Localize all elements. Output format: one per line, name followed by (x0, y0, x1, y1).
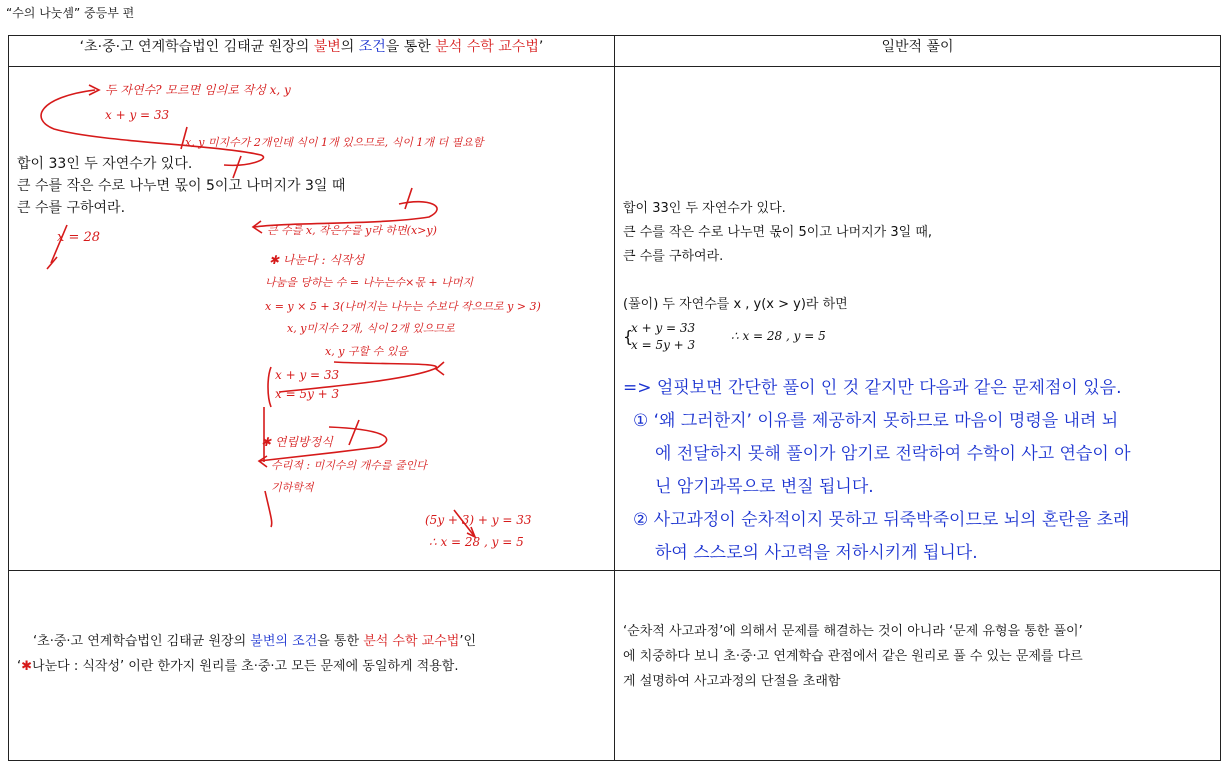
summary-text: 을 통한 (317, 634, 364, 649)
right-summary-line: 게 설명하여 사고과정의 단절을 초래함 (623, 674, 841, 689)
annotation-substitution: (5y + 3) + y = 33 (425, 513, 532, 527)
summary-text: ‘ (17, 659, 22, 674)
comparison-table (8, 35, 1221, 761)
annotation-system-eq1: x + y = 33 (275, 368, 340, 382)
annotation-two-eqs: x, y미지수 2개, 식이 2개 있으므로 (287, 322, 455, 335)
left-summary-line1 (33, 629, 476, 654)
solution-row (9, 67, 1221, 571)
header-left-text: 을 통한 (385, 39, 436, 55)
right-problem-line: 큰 수를 구하여라. (623, 249, 724, 264)
critique-intro: => 얼핏보면 간단한 풀이 인 것 같지만 다음과 같은 문제점이 있음. (623, 378, 1122, 398)
summary-text: 나눈다 : 식작성’ 이란 한가지 원리를 초·중·고 모든 문제에 동일하게 적용함. (32, 659, 459, 674)
system-eq2: x = 5y + 3 (631, 338, 696, 352)
star-icon: ✱ (21, 659, 33, 674)
critique-line: ① ‘왜 그러한지’ 이유를 제공하지 못하므로 마음이 명령을 내려 뇌 (633, 411, 1119, 431)
keyword-condition: 조건 (358, 39, 386, 55)
annotation-two-numbers: 두 자연수? 모르면 임의로 작성 x, y (105, 83, 291, 97)
left-summary-line2 (17, 654, 458, 679)
summary-keyword-condition: 불변의 조건 (250, 634, 318, 649)
annotation-division-eq: x = y × 5 + 3(나머지는 나누는 수보다 작으므로 y > 3) (265, 300, 541, 313)
critique-line: ② 사고과정이 순차적이지 못하고 뒤죽박죽이므로 뇌의 혼란을 초래 (633, 510, 1130, 530)
critique-line: 에 전달하지 못해 풀이가 암기로 전락하여 수학이 사고 연습이 아 (655, 444, 1131, 464)
header-left-text: ‘초·중·고 연계학습법인 김태균 원장의 (79, 39, 314, 55)
right-problem-line: 합이 33인 두 자연수가 있다. (623, 201, 786, 216)
system-eq1: x + y = 33 (631, 321, 696, 335)
system-result: ∴ x = 28 , y = 5 (731, 329, 826, 343)
summary-text: ’인 (459, 634, 477, 649)
solution-intro: (풀이) 두 자연수를 x , y(x > y)라 하면 (623, 297, 848, 312)
annotation-solvable: x, y 구할 수 있음 (325, 345, 409, 358)
annotation-let-vars: 큰 수를 x, 작은수를 y라 하면(x>y) (267, 224, 437, 237)
left-problem-line: 합이 33인 두 자연수가 있다. (17, 156, 193, 172)
annotation-answer: x = 28 (57, 230, 101, 245)
keyword-invariant: 불변 (313, 39, 341, 55)
left-problem-line: 큰 수를 구하여라. (17, 200, 126, 216)
annotation-division-word: 나눔을 당하는 수 = 나누는수×몫 + 나머지 (265, 276, 474, 289)
annotation-result: ∴ x = 28 , y = 5 (429, 535, 524, 549)
annotation-divide: ✱ 나눈다 : 식작성 (269, 253, 365, 267)
right-summary-cell (615, 571, 1221, 761)
right-summary-line: 에 치중하다 보니 초·중·고 연계학습 관점에서 같은 원리로 풀 수 있는 문제를 다르 (623, 649, 1083, 664)
critique-line: 하여 스스로의 사고력을 저하시키게 됩니다. (655, 543, 978, 563)
critique-line: 닌 암기과목으로 변질 됩니다. (655, 477, 874, 497)
annotation-unknowns: x, y 미지수가 2개인데 식이 1개 있으므로, 식이 1개 더 필요함 (185, 136, 484, 149)
header-row (9, 36, 1221, 67)
header-right: 일반적 풀이 (615, 36, 1221, 67)
header-left-text: 의 (340, 39, 359, 55)
right-summary-line: ‘순차적 사고과정’에 의해서 문제를 해결하는 것이 아니라 ‘문제 유형을 통한 풀이’ (623, 624, 1083, 639)
annotation-eq1: x + y = 33 (105, 108, 170, 122)
annotation-geometric: 기하학적 (271, 481, 314, 494)
right-problem-line: 큰 수를 작은 수로 나누면 몫이 5이고 나머지가 3일 때, (623, 225, 933, 240)
keyword-method: 분석 수학 교수법 (435, 39, 539, 55)
annotation-system-eq2: x = 5y + 3 (275, 387, 340, 401)
header-left-text: ’ (538, 39, 544, 55)
left-summary-cell (9, 571, 615, 761)
left-problem-line: 큰 수를 작은 수로 나누면 몫이 5이고 나머지가 3일 때 (17, 178, 346, 194)
left-solution-cell (9, 67, 615, 571)
system-brace: { (623, 327, 634, 346)
summary-keyword-method: 분석 수학 교수법 (363, 634, 460, 649)
annotation-algebraic: 수리적 : 미지수의 개수를 줄인다 (271, 459, 427, 472)
annotation-simultaneous: ✱ 연립방정식 (261, 435, 333, 449)
document-title: “수의 나눗셈” 중등부 편 (6, 6, 135, 20)
summary-row (9, 571, 1221, 761)
header-left (9, 36, 615, 67)
right-solution-cell (615, 67, 1221, 571)
summary-text: ‘초·중·고 연계학습법인 김태균 원장의 (33, 634, 251, 649)
